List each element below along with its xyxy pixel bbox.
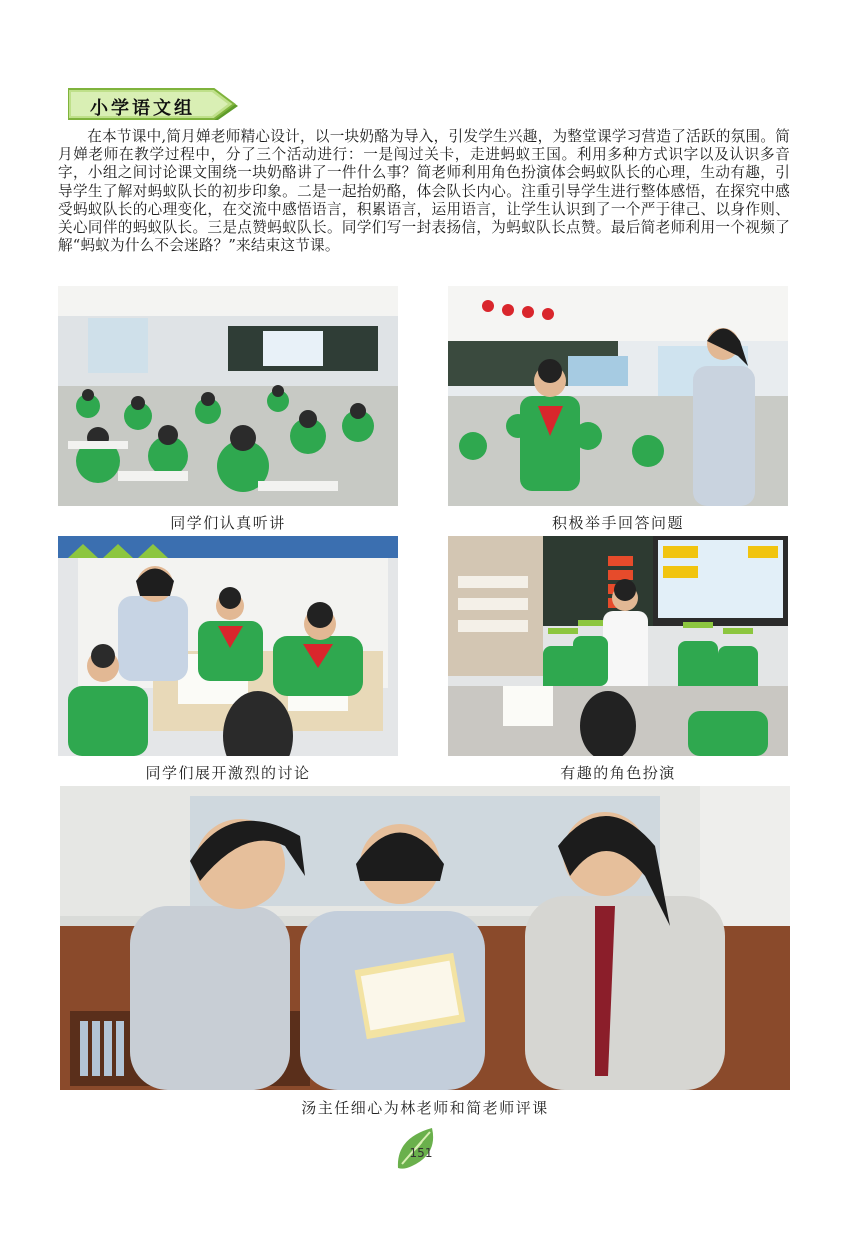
photo-caption: 汤主任细心为林老师和简老师评课 (301, 1099, 549, 1117)
photo-group-discussion (58, 536, 398, 756)
page-number: 151 (409, 1146, 433, 1160)
photo-caption: 积极举手回答问题 (551, 514, 684, 532)
page-number-badge (392, 1124, 442, 1174)
section-title: 小学语文组 (90, 98, 195, 119)
body-paragraph: 在本节课中,简月婵老师精心设计，以一块奶酪为导入，引发学生兴趣，为整堂课学习营造了活跃的氛围。简月婵老师在教学过程中，分了三个活动进行：一是闯过关卡，走进蚂蚁王国。利用多种方式识字以及认识多音字，小组之间讨论课文围绕一块奶酪讲了一件什么事？简老师利用角色扮演体会蚂蚁队长的心理，生动有趣，引导学生了解对蚂蚁队长的初步印象。二是一起抬奶酪，体会队长内心。注重引导学生进行整体感悟，在探究中感受蚂蚁队长的心理变化，在交流中感悟语言，积累语言，运用语言，让学生认识到了一个严于律己、以身作则、关心同伴的蚂蚁队长。三是点赞蚂蚁队长。同学们写一封表扬信，为蚂蚁队长点赞。最后简老师利用一个视频了解“蚂蚁为什么不会迷路？”来结束这节课。 (58, 128, 790, 255)
photo-caption: 同学们展开激烈的讨论 (145, 764, 311, 782)
photo-role-play (448, 536, 788, 756)
photo-caption: 有趣的角色扮演 (560, 764, 676, 782)
photo-students-listening (58, 286, 398, 506)
section-banner (68, 88, 240, 124)
photo-teachers-review (60, 786, 790, 1090)
photo-answering-questions (448, 286, 788, 506)
photo-caption: 同学们认真听讲 (170, 514, 286, 532)
